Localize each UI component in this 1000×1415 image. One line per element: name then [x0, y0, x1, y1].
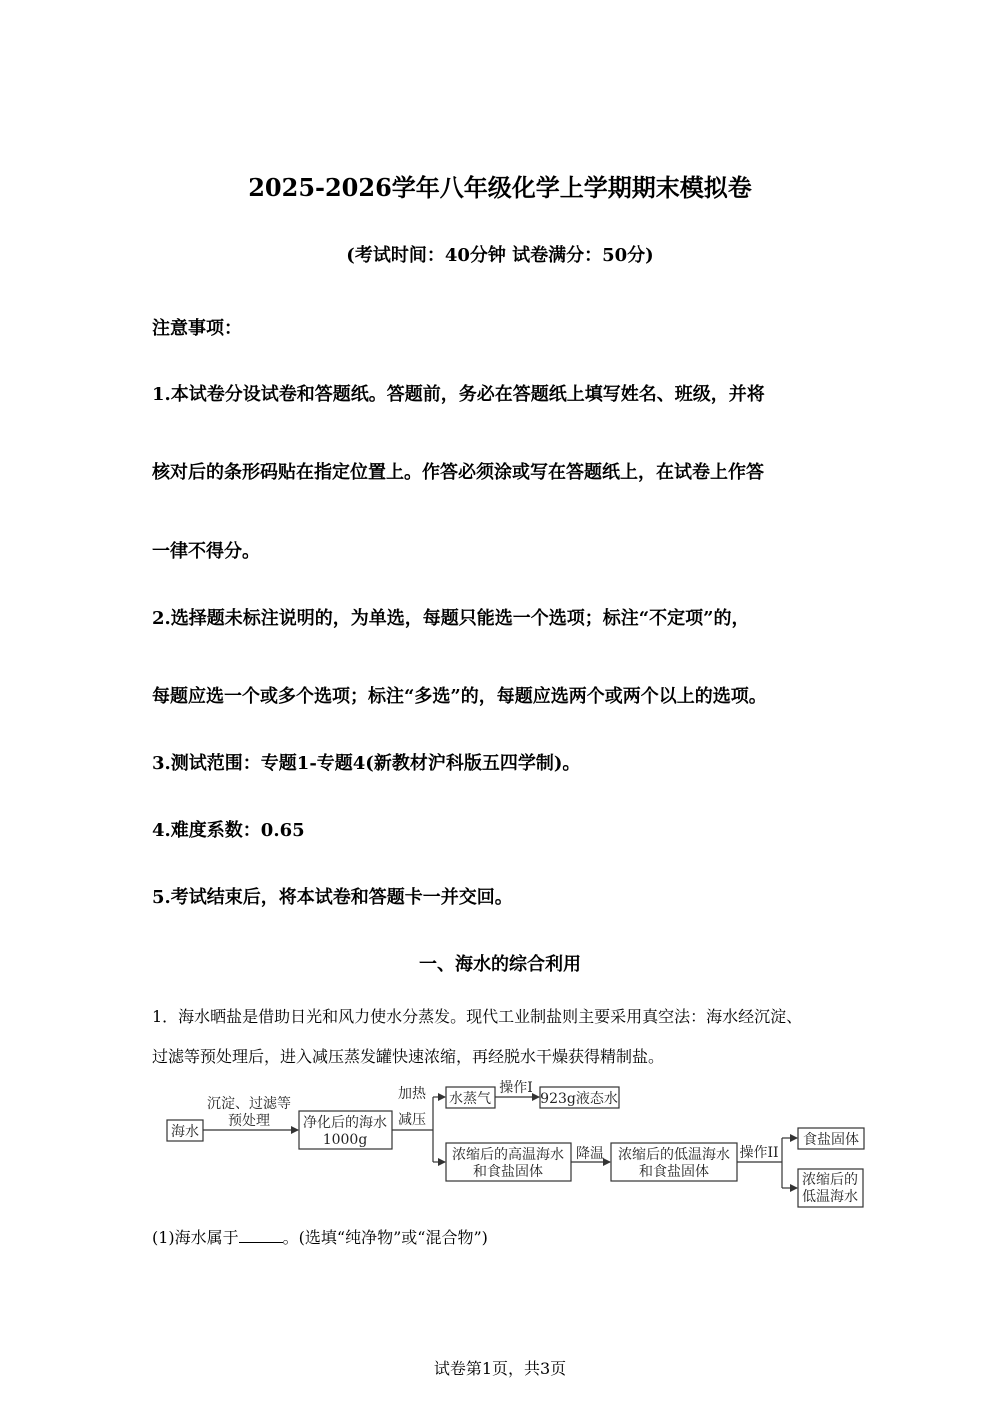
note-line: 3.测试范围：专题1-专题4(新教材沪科版五四学制)。 — [152, 753, 581, 774]
label-salt-solid: 食盐固体 — [803, 1132, 859, 1148]
note-line: 4.难度系数：0.65 — [152, 820, 305, 841]
label-op2: 操作II — [739, 1145, 779, 1161]
label-conc-cold-1: 浓缩后的低温海水 — [618, 1147, 730, 1163]
label-conc-cold-water-2: 低温海水 — [802, 1189, 858, 1205]
note-line: 1.本试卷分设试卷和答题纸。答题前，务必在答题纸上填写姓名、班级，并将 — [152, 384, 765, 405]
notes-heading: 注意事项： — [152, 318, 242, 339]
note-line: 5.考试结束后，将本试卷和答题卡一并交回。 — [152, 887, 513, 908]
sub-question-1 — [152, 1225, 488, 1248]
note-line: 每题应选一个或多个选项；标注“多选”的，每题应选两个或两个以上的选项。 — [152, 686, 767, 707]
label-liquid-water: 923g液态水 — [540, 1091, 618, 1107]
sub-question-1-prefix: (1)海水属于 — [152, 1228, 239, 1247]
question-text: 过滤等预处理后，进入减压蒸发罐快速浓缩，再经脱水干燥获得精制盐。 — [152, 1047, 665, 1066]
label-heat-1: 加热 — [398, 1086, 426, 1102]
section-title: 一、海水的综合利用 — [419, 954, 581, 975]
label-cool: 降温 — [576, 1146, 604, 1162]
answer-blank[interactable] — [239, 1228, 283, 1243]
sub-question-1-suffix: 。(选填“纯净物”或“混合物”) — [282, 1228, 488, 1247]
question-text: 1．海水晒盐是借助日光和风力使水分蒸发。现代工业制盐则主要采用真空法：海水经沉淀、 — [152, 1007, 803, 1026]
label-vapor: 水蒸气 — [449, 1091, 491, 1107]
note-line: 2.选择题未标注说明的，为单选，每题只能选一个选项；标注“不定项”的， — [152, 608, 750, 629]
process-flow-diagram — [160, 1080, 870, 1210]
label-purified-2: 1000g — [322, 1132, 368, 1148]
page-footer: 试卷第1页，共3页 — [433, 1359, 567, 1378]
page-title: 2025-2026学年八年级化学上学期期末模拟卷 — [248, 173, 752, 202]
note-line: 一律不得分。 — [152, 541, 260, 562]
label-pretreat-2: 预处理 — [228, 1113, 270, 1129]
label-conc-cold-2: 和食盐固体 — [639, 1164, 709, 1180]
label-conc-hot-2: 和食盐固体 — [473, 1164, 543, 1180]
label-op1: 操作I — [499, 1080, 533, 1096]
label-conc-cold-water-1: 浓缩后的 — [802, 1172, 858, 1188]
exam-info: (考试时间：40分钟 试卷满分：50分) — [346, 245, 654, 266]
label-pretreat-1: 沉淀、过滤等 — [207, 1096, 291, 1112]
label-conc-hot-1: 浓缩后的高温海水 — [452, 1147, 564, 1163]
note-line: 核对后的条形码贴在指定位置上。作答必须涂或写在答题纸上，在试卷上作答 — [152, 462, 764, 483]
label-purified-1: 净化后的海水 — [303, 1115, 387, 1131]
label-heat-2: 减压 — [398, 1112, 426, 1128]
label-seawater: 海水 — [171, 1124, 199, 1140]
